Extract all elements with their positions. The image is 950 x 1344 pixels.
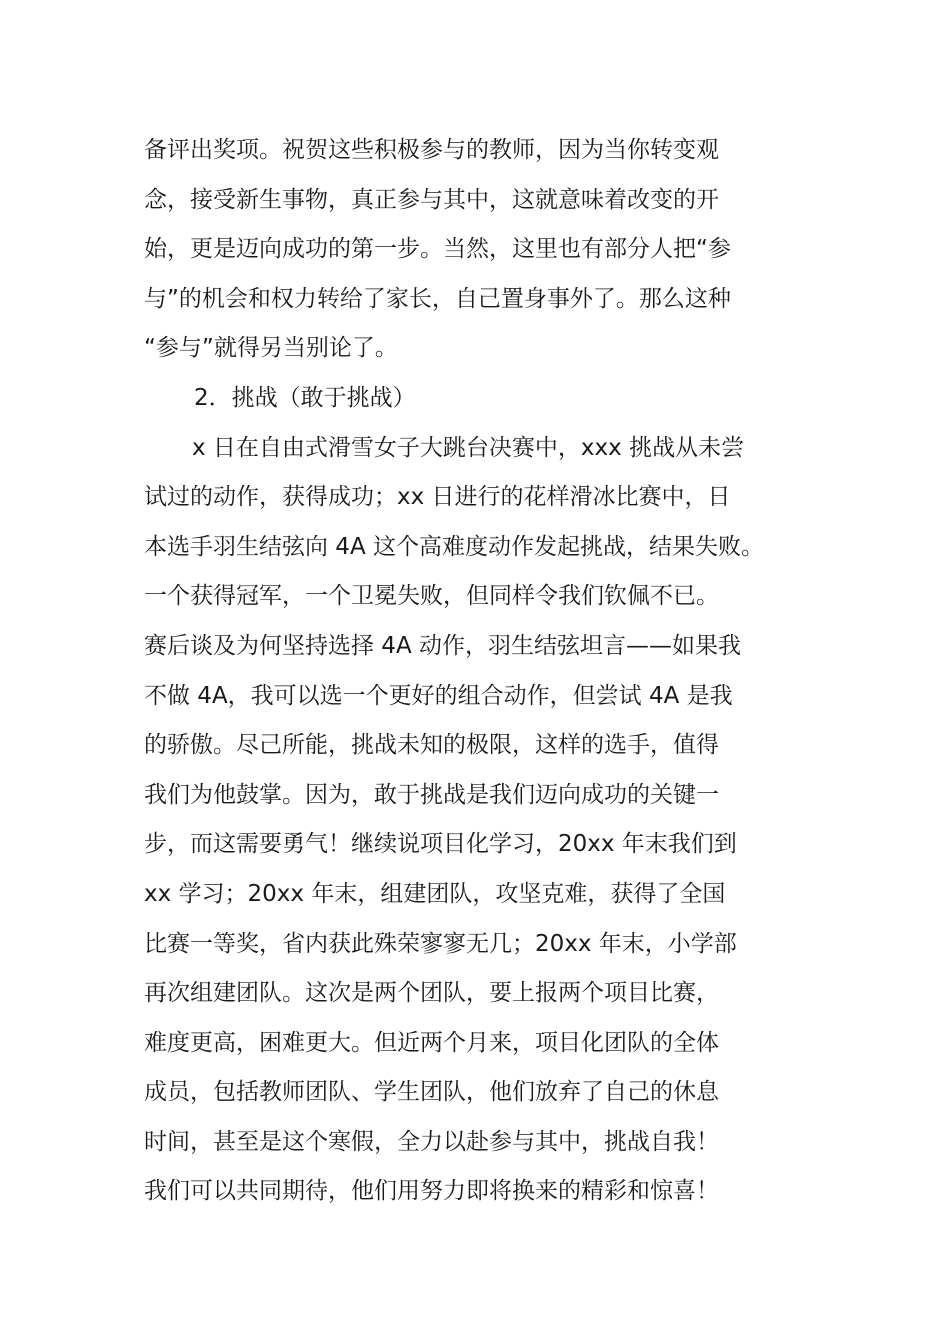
paragraph-line: x 日在自由式滑雪女子大跳台决赛中，xxx 挑战从未尝 [192,434,745,461]
paragraph-line: 步，而这需要勇气！继续说项目化学习，20xx 年末我们到 [144,831,737,858]
paragraph-line: 比赛一等奖，省内获此殊荣寥寥无几；20xx 年末，小学部 [144,930,737,957]
paragraph-line: 时间，甚至是这个寒假，全力以赴参与其中，挑战自我！ [144,1128,719,1155]
paragraph-line: “参与”就得另当别论了。 [144,335,398,362]
paragraph-line: 赛后谈及为何坚持选择 4A 动作，羽生结弦坦言——如果我 [144,632,741,659]
paragraph-line: 的骄傲。尽己所能，挑战未知的极限，这样的选手，值得 [144,732,719,759]
paragraph-line: 备评出奖项。祝贺这些积极参与的教师，因为当你转变观 [144,137,719,163]
paragraph-line: 不做 4A，我可以选一个更好的组合动作，但尝试 4A 是我 [144,682,733,709]
paragraph-line: 难度更高，困难更大。但近两个月来，项目化团队的全体 [144,1029,719,1056]
paragraph-line: 我们可以共同期待，他们用努力即将换来的精彩和惊喜！ [144,1178,719,1205]
paragraph-line: 念，接受新生事物，真正参与其中，这就意味着改变的开 [144,186,719,213]
paragraph-line: 一个获得冠军，一个卫冕失败，但同样令我们钦佩不已。 [144,583,719,610]
paragraph-line: 本选手羽生结弦向 4A 这个高难度动作发起挑战，结果失败。 [144,533,764,560]
section-heading: 2．挑战（敢于挑战） [194,384,416,411]
paragraph-line: 与”的机会和权力转给了家长，自己置身事外了。那么这种 [144,285,731,312]
paragraph-line: 我们为他鼓掌。因为，敢于挑战是我们迈向成功的关键一 [144,781,719,808]
paragraph-line: 成员，包括教师团队、学生团队，他们放弃了自己的休息 [144,1079,719,1106]
paragraph-line: xx 学习；20xx 年末，组建团队，攻坚克难，获得了全国 [144,880,726,907]
body-text [144,126,820,1217]
paragraph-line: 试过的动作，获得成功；xx 日进行的花样滑冰比赛中，日 [144,484,731,511]
paragraph-line: 再次组建团队。这次是两个团队，要上报两个项目比赛， [144,980,719,1007]
paragraph-line: 始，更是迈向成功的第一步。当然，这里也有部分人把“参 [144,236,731,263]
